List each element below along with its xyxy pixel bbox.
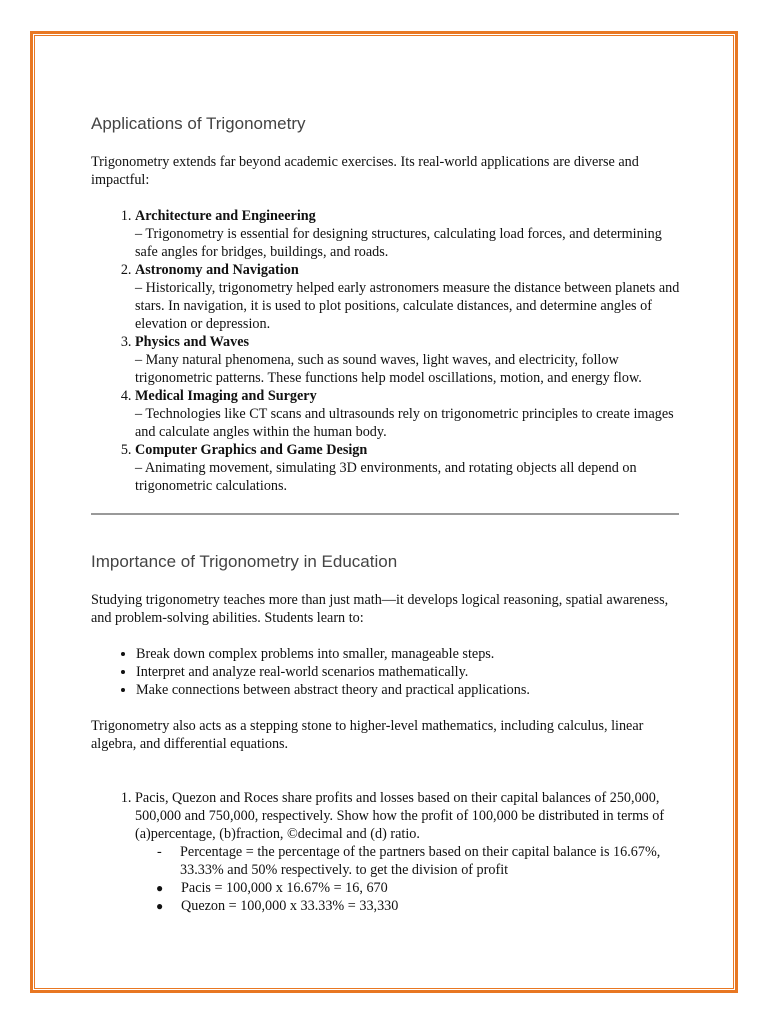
list-item: [135, 333, 681, 387]
list-item: • Make connections between abstract theory and practical applications.: [136, 681, 681, 699]
list-item: • Break down complex problems into smaller, manageable steps.: [136, 645, 681, 663]
education-closing: Trigonometry also acts as a stepping stone to higher-level mathematics, including calculus, linear algebra, and differential equations.: [91, 718, 644, 752]
distribution-text: Quezon = 100,000 x 33.33% = 33,330: [181, 898, 399, 914]
item-title: Architecture and Engineering: [135, 208, 316, 224]
dash-marker: -: [157, 844, 162, 860]
bullet-dot-icon: ●: [156, 899, 164, 913]
percentage-text: Percentage = the percentage of the partners based on their capital balance is 16.67%, 33.33% and 50% respectively. to get the division of profit: [180, 844, 661, 878]
list-item: [135, 441, 681, 495]
item-description: – Animating movement, simulating 3D environments, and rotating objects all depend on trigonometric calculations.: [135, 460, 637, 494]
section-heading-education: Importance of Trigonometry in Education: [91, 552, 398, 571]
item-description: – Technologies like CT scans and ultrasounds rely on trigonometric principles to create images and calculate angles within the human body.: [135, 406, 674, 440]
item-title: Computer Graphics and Game Design: [135, 442, 368, 458]
applications-list: [91, 207, 681, 495]
list-item: [135, 261, 681, 333]
skills-list: [91, 645, 681, 699]
item-description: – Many natural phenomena, such as sound waves, light waves, and electricity, follow trigonometric patterns. These functions help model oscillations, motion, and energy flow.: [135, 352, 642, 386]
bullet-dot-icon: ●: [156, 881, 164, 895]
problem-text: Pacis, Quezon and Roces share profits and losses based on their capital balances of 250,000, 500,000 and 750,000, respectively. Show how the profit of 100,000 be distributed in terms of (a)percentage, (b)fraction, ©decimal and (d) ratio.: [135, 790, 665, 842]
list-item: [156, 879, 681, 897]
distribution-text: Pacis = 100,000 x 16.67% = 16, 670: [181, 880, 388, 896]
applications-intro: Trigonometry extends far beyond academic exercises. Its real-world applications are diverse and impactful:: [91, 154, 639, 188]
list-item: [135, 387, 681, 441]
item-description: – Historically, trigonometry helped early astronomers measure the distance between planets and stars. In navigation, it is used to plot positions, calculate distances, and determine angles of elevation or depression.: [135, 280, 680, 332]
document-body: [91, 113, 681, 915]
item-title: Astronomy and Navigation: [135, 262, 299, 278]
list-item: [135, 207, 681, 261]
education-intro: Studying trigonometry teaches more than just math—it develops logical reasoning, spatial awareness, and problem-solving abilities. Students learn to:: [91, 592, 669, 626]
section-heading-applications: Applications of Trigonometry: [91, 114, 306, 133]
item-description: – Trigonometry is essential for designing structures, calculating load forces, and determining safe angles for bridges, buildings, and roads.: [135, 226, 662, 260]
item-title: Physics and Waves: [135, 334, 250, 350]
problem-list: [91, 789, 681, 879]
problem-item: [135, 789, 681, 879]
list-item: • Interpret and analyze real-world scenarios mathematically.: [136, 663, 681, 681]
distribution-list: [91, 879, 681, 915]
list-item: [156, 897, 681, 915]
percentage-line: [135, 843, 681, 879]
item-title: Medical Imaging and Surgery: [135, 388, 317, 404]
